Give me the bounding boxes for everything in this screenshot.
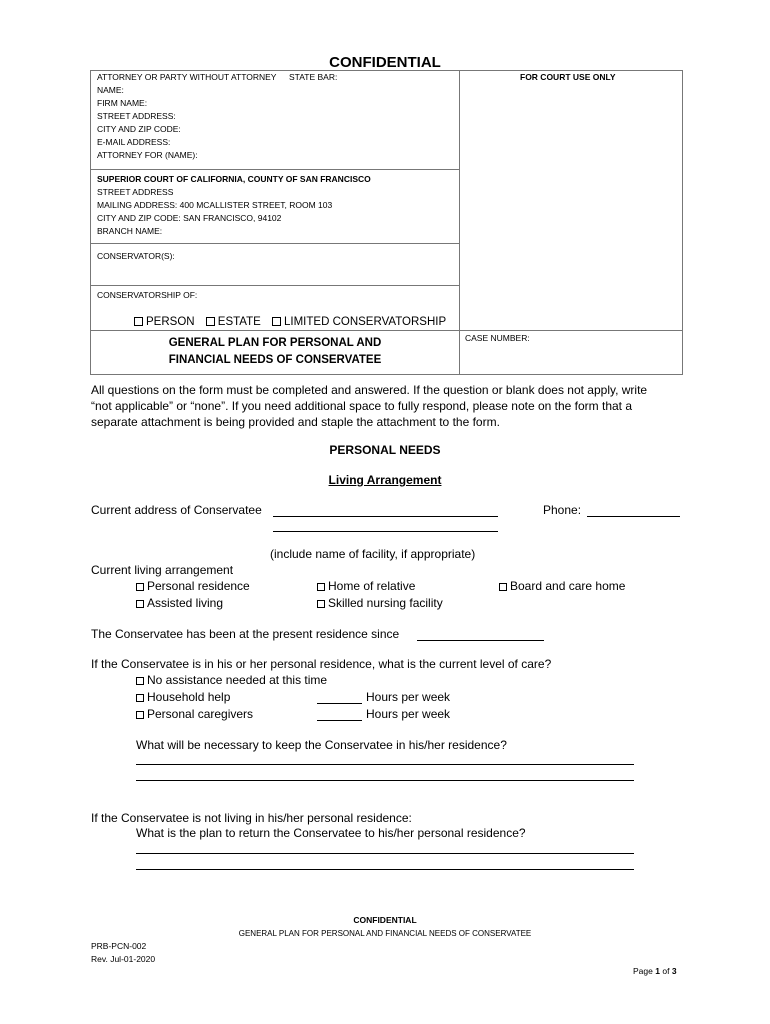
checkbox-icon bbox=[206, 317, 215, 326]
court-use-label: FOR COURT USE ONLY bbox=[520, 72, 616, 82]
attorney-fields bbox=[97, 84, 198, 162]
form-title-line1: GENERAL PLAN FOR PERSONAL AND bbox=[168, 337, 382, 349]
case-number-field[interactable]: CASE NUMBER: bbox=[465, 333, 530, 343]
footer-form-title: GENERAL PLAN FOR PERSONAL AND FINANCIAL NEEDS OF CONSERVATEE bbox=[238, 929, 532, 938]
checkbox-icon bbox=[317, 600, 325, 608]
court-branch: BRANCH NAME: bbox=[97, 226, 163, 236]
instructions bbox=[91, 382, 691, 430]
checkbox-icon bbox=[136, 677, 144, 685]
court-name: SUPERIOR COURT OF CALIFORNIA, COUNTY OF SAN FRANCISCO bbox=[97, 174, 371, 184]
household-hours-label: Hours per week bbox=[366, 690, 451, 704]
form-title-line2: FINANCIAL NEEDS OF CONSERVATEE bbox=[168, 354, 382, 366]
checkbox-icon bbox=[136, 711, 144, 719]
care-option-no-assistance[interactable]: No assistance needed at this time bbox=[136, 672, 327, 688]
current-address-line-2[interactable] bbox=[273, 530, 498, 532]
keep-answer-line-2[interactable] bbox=[136, 779, 634, 781]
care-option-household-help[interactable]: Household help bbox=[136, 689, 230, 705]
checkbox-limited-conservatorship[interactable]: LIMITED CONSERVATORSHIP bbox=[272, 316, 446, 328]
footer-confidential: CONFIDENTIAL bbox=[353, 915, 417, 925]
option-home-of-relative[interactable]: Home of relative bbox=[317, 578, 415, 594]
personal-needs-heading: PERSONAL NEEDS bbox=[329, 443, 441, 457]
attorney-for-field[interactable]: ATTORNEY FOR (NAME): bbox=[97, 150, 198, 160]
checkbox-icon bbox=[136, 694, 144, 702]
form-title bbox=[90, 335, 460, 369]
keep-in-residence-question: What will be necessary to keep the Conservatee in his/her residence? bbox=[136, 738, 507, 752]
option-personal-residence[interactable]: Personal residence bbox=[136, 578, 250, 594]
conservatorship-type-options bbox=[134, 316, 446, 328]
attorney-firm-field[interactable]: FIRM NAME: bbox=[97, 98, 148, 108]
residence-since-line[interactable] bbox=[417, 639, 544, 641]
keep-answer-line-1[interactable] bbox=[136, 763, 634, 765]
return-answer-line-2[interactable] bbox=[136, 868, 634, 870]
living-arrangement-heading: Living Arrangement bbox=[328, 473, 442, 487]
return-answer-line-1[interactable] bbox=[136, 852, 634, 854]
court-street: STREET ADDRESS bbox=[97, 187, 174, 197]
current-address-label: Current address of Conservatee bbox=[91, 503, 262, 517]
attorney-name-field[interactable]: NAME: bbox=[97, 85, 124, 95]
care-level-question: If the Conservatee is in his or her personal residence, what is the current level of care? bbox=[91, 657, 552, 671]
footer-form-code: PRB-PCN-002 bbox=[91, 941, 147, 951]
attorney-city-field[interactable]: CITY AND ZIP CODE: bbox=[97, 124, 181, 134]
attorney-email-field[interactable]: E-MAIL ADDRESS: bbox=[97, 137, 171, 147]
household-hours-line[interactable] bbox=[317, 702, 362, 704]
checkbox-estate[interactable]: ESTATE bbox=[206, 316, 261, 328]
checkbox-icon bbox=[317, 583, 325, 591]
caregiver-hours-line[interactable] bbox=[317, 719, 362, 721]
court-mailing: MAILING ADDRESS: 400 MCALLISTER STREET, ROOM 103 bbox=[97, 200, 333, 210]
caregiver-hours-label: Hours per week bbox=[366, 707, 451, 721]
checkbox-icon bbox=[272, 317, 281, 326]
page-title: CONFIDENTIAL bbox=[329, 54, 441, 71]
court-city: CITY AND ZIP CODE: SAN FRANCISCO, 94102 bbox=[97, 213, 282, 223]
instructions-line1: All questions on the form must be completed and answered. If the question or blank does not apply, write bbox=[91, 383, 648, 397]
residence-since-label: The Conservatee has been at the present residence since bbox=[91, 627, 400, 641]
attorney-label: ATTORNEY OR PARTY WITHOUT ATTORNEY bbox=[97, 72, 277, 82]
return-plan-question: What is the plan to return the Conservatee to his/her personal residence? bbox=[136, 826, 526, 840]
caption-divider-2 bbox=[90, 243, 460, 244]
checkbox-icon bbox=[136, 583, 144, 591]
option-board-and-care[interactable]: Board and care home bbox=[499, 578, 625, 594]
not-living-label: If the Conservatee is not living in his/her personal residence: bbox=[91, 811, 412, 825]
caption-divider-3 bbox=[90, 285, 460, 286]
attorney-street-field[interactable]: STREET ADDRESS: bbox=[97, 111, 176, 121]
option-skilled-nursing[interactable]: Skilled nursing facility bbox=[317, 595, 443, 611]
conservators-field[interactable]: CONSERVATOR(S): bbox=[97, 251, 175, 261]
footer-revision: Rev. Jul-01-2020 bbox=[91, 954, 156, 964]
facility-note: (include name of facility, if appropriate) bbox=[270, 547, 476, 561]
phone-line[interactable] bbox=[587, 515, 680, 517]
current-address-line-1[interactable] bbox=[273, 515, 498, 517]
checkbox-icon bbox=[499, 583, 507, 591]
care-option-personal-caregivers[interactable]: Personal caregivers bbox=[136, 706, 253, 722]
instructions-line3: separate attachment is being provided and staple the attachment to the form. bbox=[91, 415, 500, 429]
checkbox-person[interactable]: PERSON bbox=[134, 316, 195, 328]
conservatorship-of-field[interactable]: CONSERVATORSHIP OF: bbox=[97, 290, 198, 300]
page-number: Page 1 of 3 bbox=[633, 966, 677, 976]
option-assisted-living[interactable]: Assisted living bbox=[136, 595, 223, 611]
living-arrangement-label: Current living arrangement bbox=[91, 563, 234, 577]
caption-divider-4 bbox=[90, 330, 683, 331]
checkbox-icon bbox=[134, 317, 143, 326]
state-bar-label: STATE BAR: bbox=[289, 72, 338, 82]
caption-divider-1 bbox=[90, 169, 460, 170]
instructions-line2: “not applicable” or “none”. If you need additional space to fully respond, please note on the form that a bbox=[91, 399, 633, 413]
court-block bbox=[97, 173, 371, 238]
checkbox-icon bbox=[136, 600, 144, 608]
phone-label: Phone: bbox=[543, 503, 582, 517]
